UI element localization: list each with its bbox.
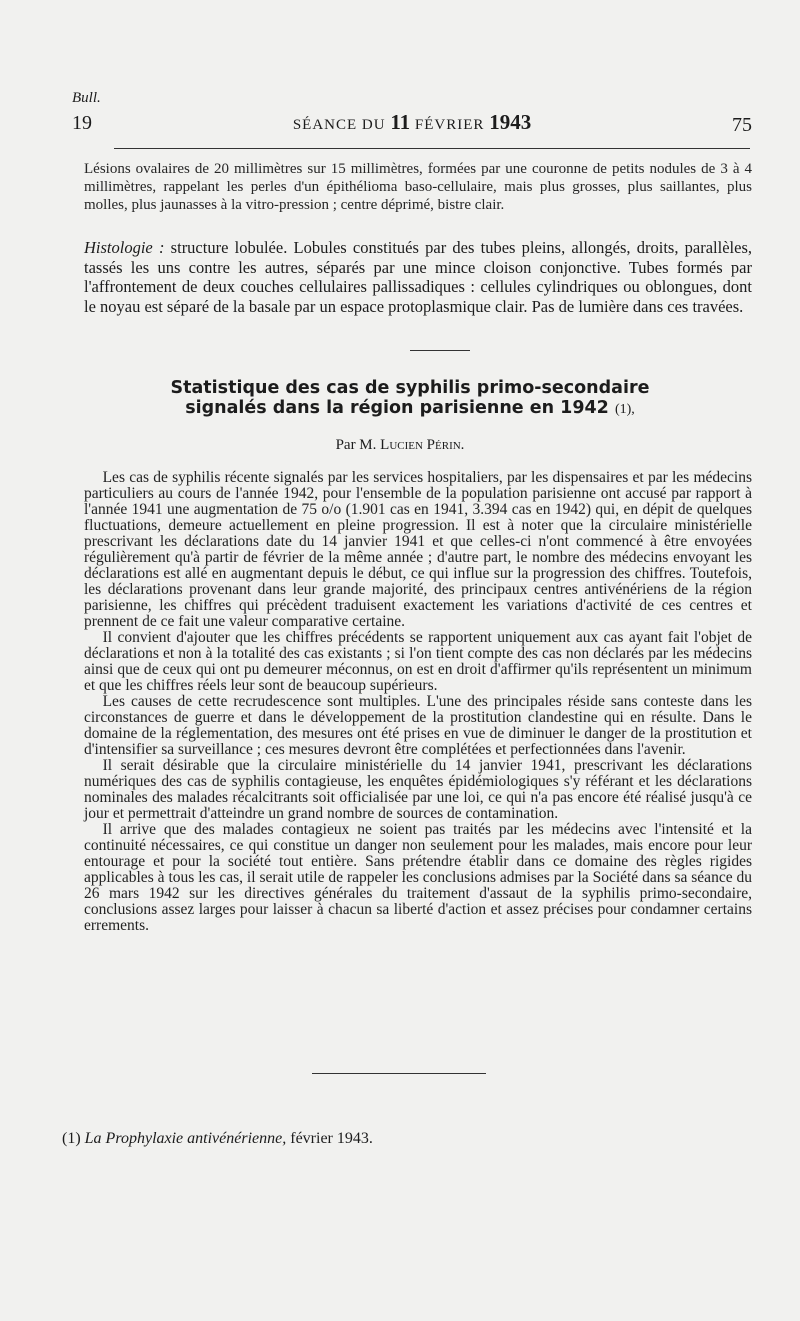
section-divider (410, 350, 470, 351)
author-line (0, 437, 800, 454)
body-paragraph: Il arrive que des malades contagieux ne soient pas traités par les médecins avec l'intensité et la continuité nécessaires, ce qui constitue un danger non seulement pour les malades, mais encore pour leur entourage et pour la société tout entière. Sans prétendre établir dans ce domaine des règles rigides applicables à tous les cas, il serait utile de rappeler les conclusions admises par la Société dans sa séance du 26 mars 1942 sur les directives générales du traitement d'assaut de la syphilis primo-secondaire, conclusions assez larges pour laisser à chacun sa liberté d'action et assez précises pour condamner certains errements. (84, 821, 752, 934)
body-paragraph: Les causes de cette recrudescence sont multiples. L'une des principales réside sans conteste dans les circonstances de guerre et dans le développement de la prostitution clandestine qui en résulte. Dans le domaine de la réglementation, des mesures ont été prises en vue de diminuer le danger de la prostitution et d'intensifier sa surveillance ; ces mesures devront être complétées et perfectionnées dans l'avenir. (84, 693, 752, 758)
body-paragraph: Il convient d'ajouter que les chiffres précédents se rapportent uniquement aux cas ayant fait l'objet de déclarations et non à la totalité des cas existants ; si l'on tient compte des cas non déclarés par les médecins ainsi que de ceux qui ont pu demeurer méconnus, on est en droit d'affirmer qu'ils représentent un minimum et que les chiffres réels leur sont de beaucoup supérieurs. (84, 629, 752, 694)
seance-prefix: SÉANCE DU (292, 117, 386, 133)
histologie-text: structure lobulée. Lobules constitués par des tubes pleins, allongés, droits, parallèles, tassés les uns contre les autres, séparés par une mince cloison conjonctive. Tubes formés par l'affrontement de deux couches cellulaires pallissadiques : cellules cylindriques ou oblongues, dont le noyau est séparé de la basale par un espace protoplasmique clair. Pas de lumière dans ces travées. (84, 238, 753, 316)
histologie-lead: Histologie : (84, 238, 165, 257)
title-footnote-marker: (1), (614, 402, 635, 417)
journal-abbrev: Bull. (72, 90, 101, 106)
footnote-divider (312, 1073, 486, 1074)
author-prefix: Par M. (335, 437, 381, 453)
footnote-date: février 1943. (286, 1130, 373, 1147)
seance-month: FÉVRIER (414, 117, 485, 133)
running-header (72, 108, 752, 138)
article-body (84, 470, 752, 934)
issue-number: 19 (72, 112, 92, 134)
header-rule (114, 148, 750, 149)
seance-year: 1943 (489, 110, 532, 134)
histologie-paragraph (84, 238, 752, 316)
footnote-marker: (1) (62, 1130, 85, 1147)
author-name: Lucien Périn. (380, 437, 465, 453)
seance-heading (72, 110, 752, 135)
article-title-line-1: Statistique des cas de syphilis primo-secondaire (170, 378, 650, 398)
page-number: 75 (732, 114, 752, 136)
body-paragraph: Les cas de syphilis récente signalés par les services hospitaliers, par les dispensaires et par les médecins particuliers au cours de l'année 1942, pour l'ensemble de la population parisienne ont accusé par rapport à l'année 1941 une augmentation de 75 o/o (1.901 cas en 1941, 3.394 cas en 1942) qui, en dépit de quelques fluctuations, demeure actuellement en pleine progression. Il est à noter que la circulaire ministérielle prescrivant les déclarations date du 14 janvier 1941 et que celles-ci n'ont commencé à être envoyées régulièrement qu'à partir de février de la même année ; d'autre part, le nombre des médecins envoyant les déclarations est allé en augmentant depuis le début, ce qui influe sur la progression des chiffres. Toutefois, les déclarations provenant dans leur grande majorité, des principaux centres antivénériens de la région parisienne, les chiffres qui précèdent traduisent exactement les variations d'activité de ces centres et prennent de ce fait une valeur comparative certaine. (84, 469, 752, 630)
article-title-text: signalés dans la région parisienne en 1942 (185, 398, 609, 418)
article-title-line-2 (110, 398, 710, 418)
seance-day: 11 (390, 110, 411, 134)
footnote-source: La Prophylaxie antivénérienne, (84, 1130, 287, 1147)
prev-article-paragraph: Lésions ovalaires de 20 millimètres sur 15 millimètres, formées par une couronne de petits nodules de 3 à 4 millimètres, rappelant les perles d'un épithélioma baso-cellulaire, mais plus grosses, plus saillantes, plus molles, plus jaunasses à la vitro-pression ; centre déprimé, bistre clair. (84, 161, 752, 213)
body-paragraph: Il serait désirable que la circulaire ministérielle du 14 janvier 1941, prescrivant les déclarations numériques des cas de syphilis contagieuse, les enquêtes épidémiologiques s'y référant et les déclarations nominales des malades récalcitrants soit officialisée par une loi, ce qui n'a pas encore été réalisé jusqu'à ce jour et permettrait d'atteindre un grand nombre de sources de contamination. (84, 757, 752, 822)
footnote (62, 1130, 373, 1148)
